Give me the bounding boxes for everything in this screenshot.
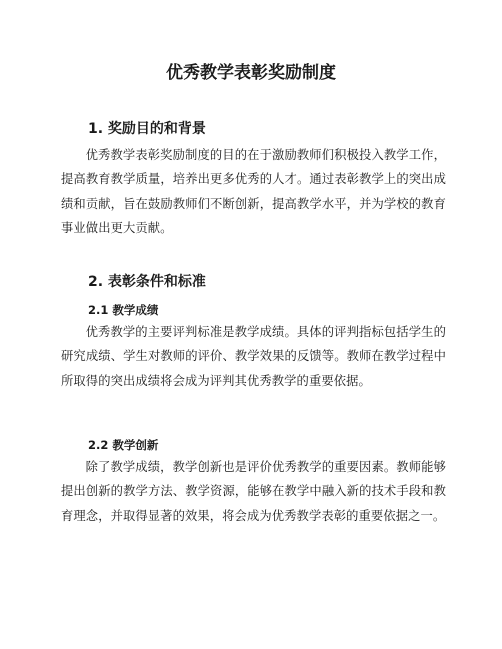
document-title: 优秀教学表彰奖励制度	[166, 63, 336, 83]
section-heading-purpose: 1. 奖励目的和背景	[88, 121, 206, 137]
section-heading-criteria: 2. 表彰条件和标准	[88, 274, 206, 290]
subsection-paragraph-teaching-results: 优秀教学的主要评判标准是教学成绩。具体的评判指标包括学生的研究成绩、学生对教师的评价、教学效果的反馈等。教师在教学过程中所取得的突出成绩将会成为评判其优秀教学的重要依据。	[61, 325, 446, 388]
subsection-heading-teaching-innovation: 2.2 教学创新	[88, 438, 159, 452]
subsection-paragraph-teaching-innovation: 除了教学成绩，教学创新也是评价优秀教学的重要因素。教师能够提出创新的教学方法、教学资源，能够在教学中融入新的技术手段和教育理念，并取得显著的效果，将会成为优秀教学表彰的重要依据之一。	[61, 460, 446, 523]
subsection-heading-teaching-results: 2.1 教学成绩	[88, 303, 159, 317]
section-paragraph-purpose: 优秀教学表彰奖励制度的目的在于激励教师们积极投入教学工作，提高教育教学质量，培养出更多优秀的人才。通过表彰教学上的突出成绩和贡献，旨在鼓励教师们不断创新，提高教学水平，并为学校的教育事业做出更大贡献。	[61, 148, 446, 235]
